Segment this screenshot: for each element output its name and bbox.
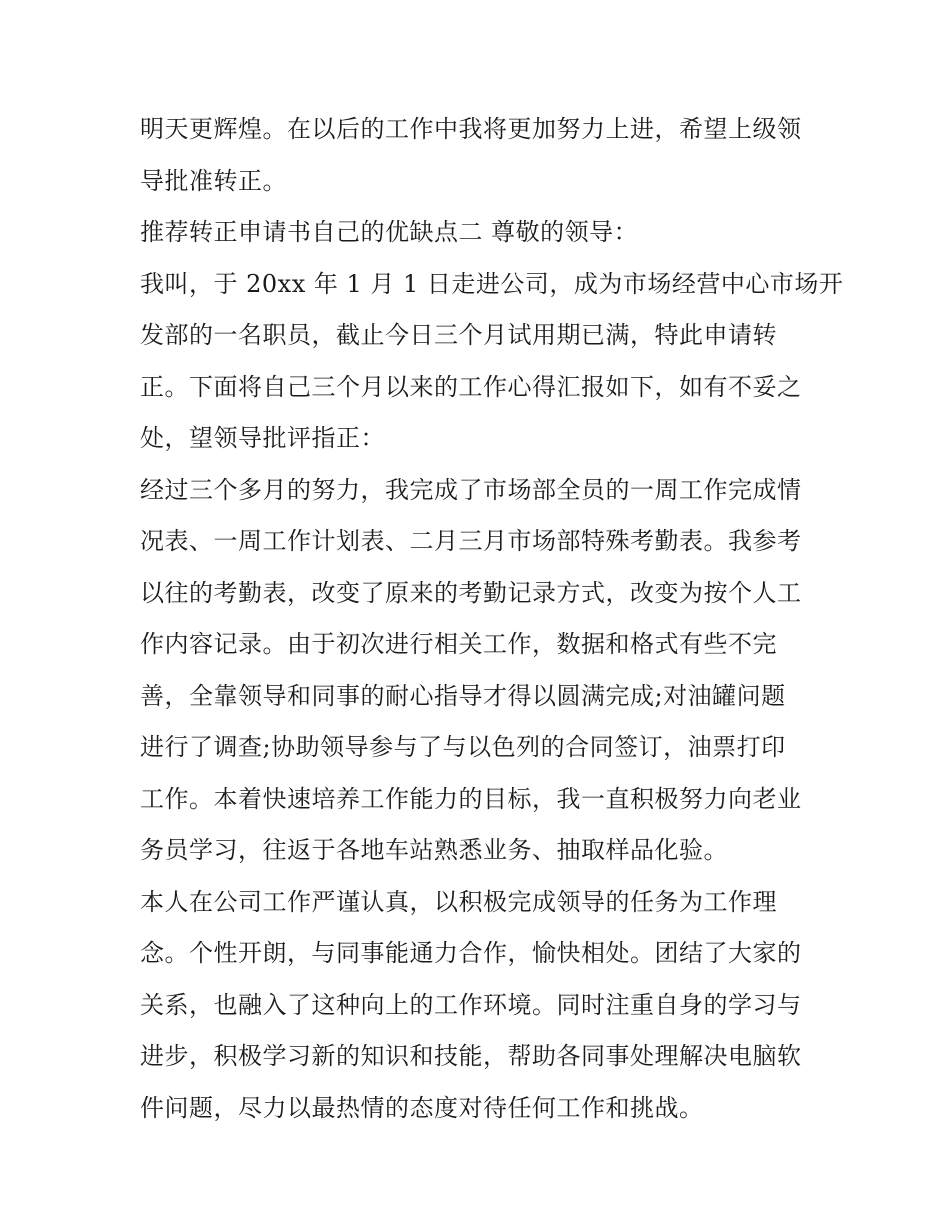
text-line: 况表、一周工作计划表、二月三月市场部特殊考勤表。我参考 xyxy=(140,527,802,555)
text-line: 发部的一名职员，截止今日三个月试用期已满，特此申请转 xyxy=(140,321,777,349)
text-line: 以往的考勤表，改变了原来的考勤记录方式，改变为按个人工 xyxy=(140,578,802,607)
text-line: 工作。本着快速培养工作能力的目标，我一直积极努力向老业 xyxy=(140,784,802,813)
text-line: 导批准转正。 xyxy=(140,166,287,195)
text-line: 进行了调查;协助领导参与了与以色列的合同签订，油票打印 xyxy=(140,733,786,761)
section-heading: 推荐转正申请书自己的优缺点二 尊敬的领导： xyxy=(140,218,639,246)
text-line: 正。下面将自己三个月以来的工作心得汇报如下，如有不妥之 xyxy=(140,372,802,401)
text-line: 关系，也融入了这种向上的工作环境。同时注重自身的学习与 xyxy=(140,990,802,1019)
text-line: 件问题，尽力以最热情的态度对待任何工作和挑战。 xyxy=(140,1093,704,1122)
text-line: 处，望领导批评指正： xyxy=(140,424,385,452)
text-line: 进步，积极学习新的知识和技能，帮助各同事处理解决电脑软 xyxy=(140,1042,802,1070)
text-line: 念。个性开朗，与同事能通力合作，愉快相处。团结了大家的 xyxy=(140,939,802,967)
text-line: 善，全靠领导和同事的耐心指导才得以圆满完成;对油罐问题 xyxy=(140,681,786,710)
document-body xyxy=(140,104,844,1134)
text-line: 我叫，于 20xx 年 1 月 1 日走进公司，成为市场经营中心市场开 xyxy=(140,269,844,298)
text-line: 作内容记录。由于初次进行相关工作，数据和格式有些不完 xyxy=(140,630,777,658)
text-line: 务员学习，往返于各地车站熟悉业务、抽取样品化验。 xyxy=(140,836,728,864)
text-line: 明天更辉煌。在以后的工作中我将更加努力上进，希望上级领 xyxy=(140,115,802,143)
text-line: 经过三个多月的努力，我完成了市场部全员的一周工作完成情 xyxy=(140,475,802,504)
text-line: 本人在公司工作严谨认真，以积极完成领导的任务为工作理 xyxy=(140,887,777,916)
